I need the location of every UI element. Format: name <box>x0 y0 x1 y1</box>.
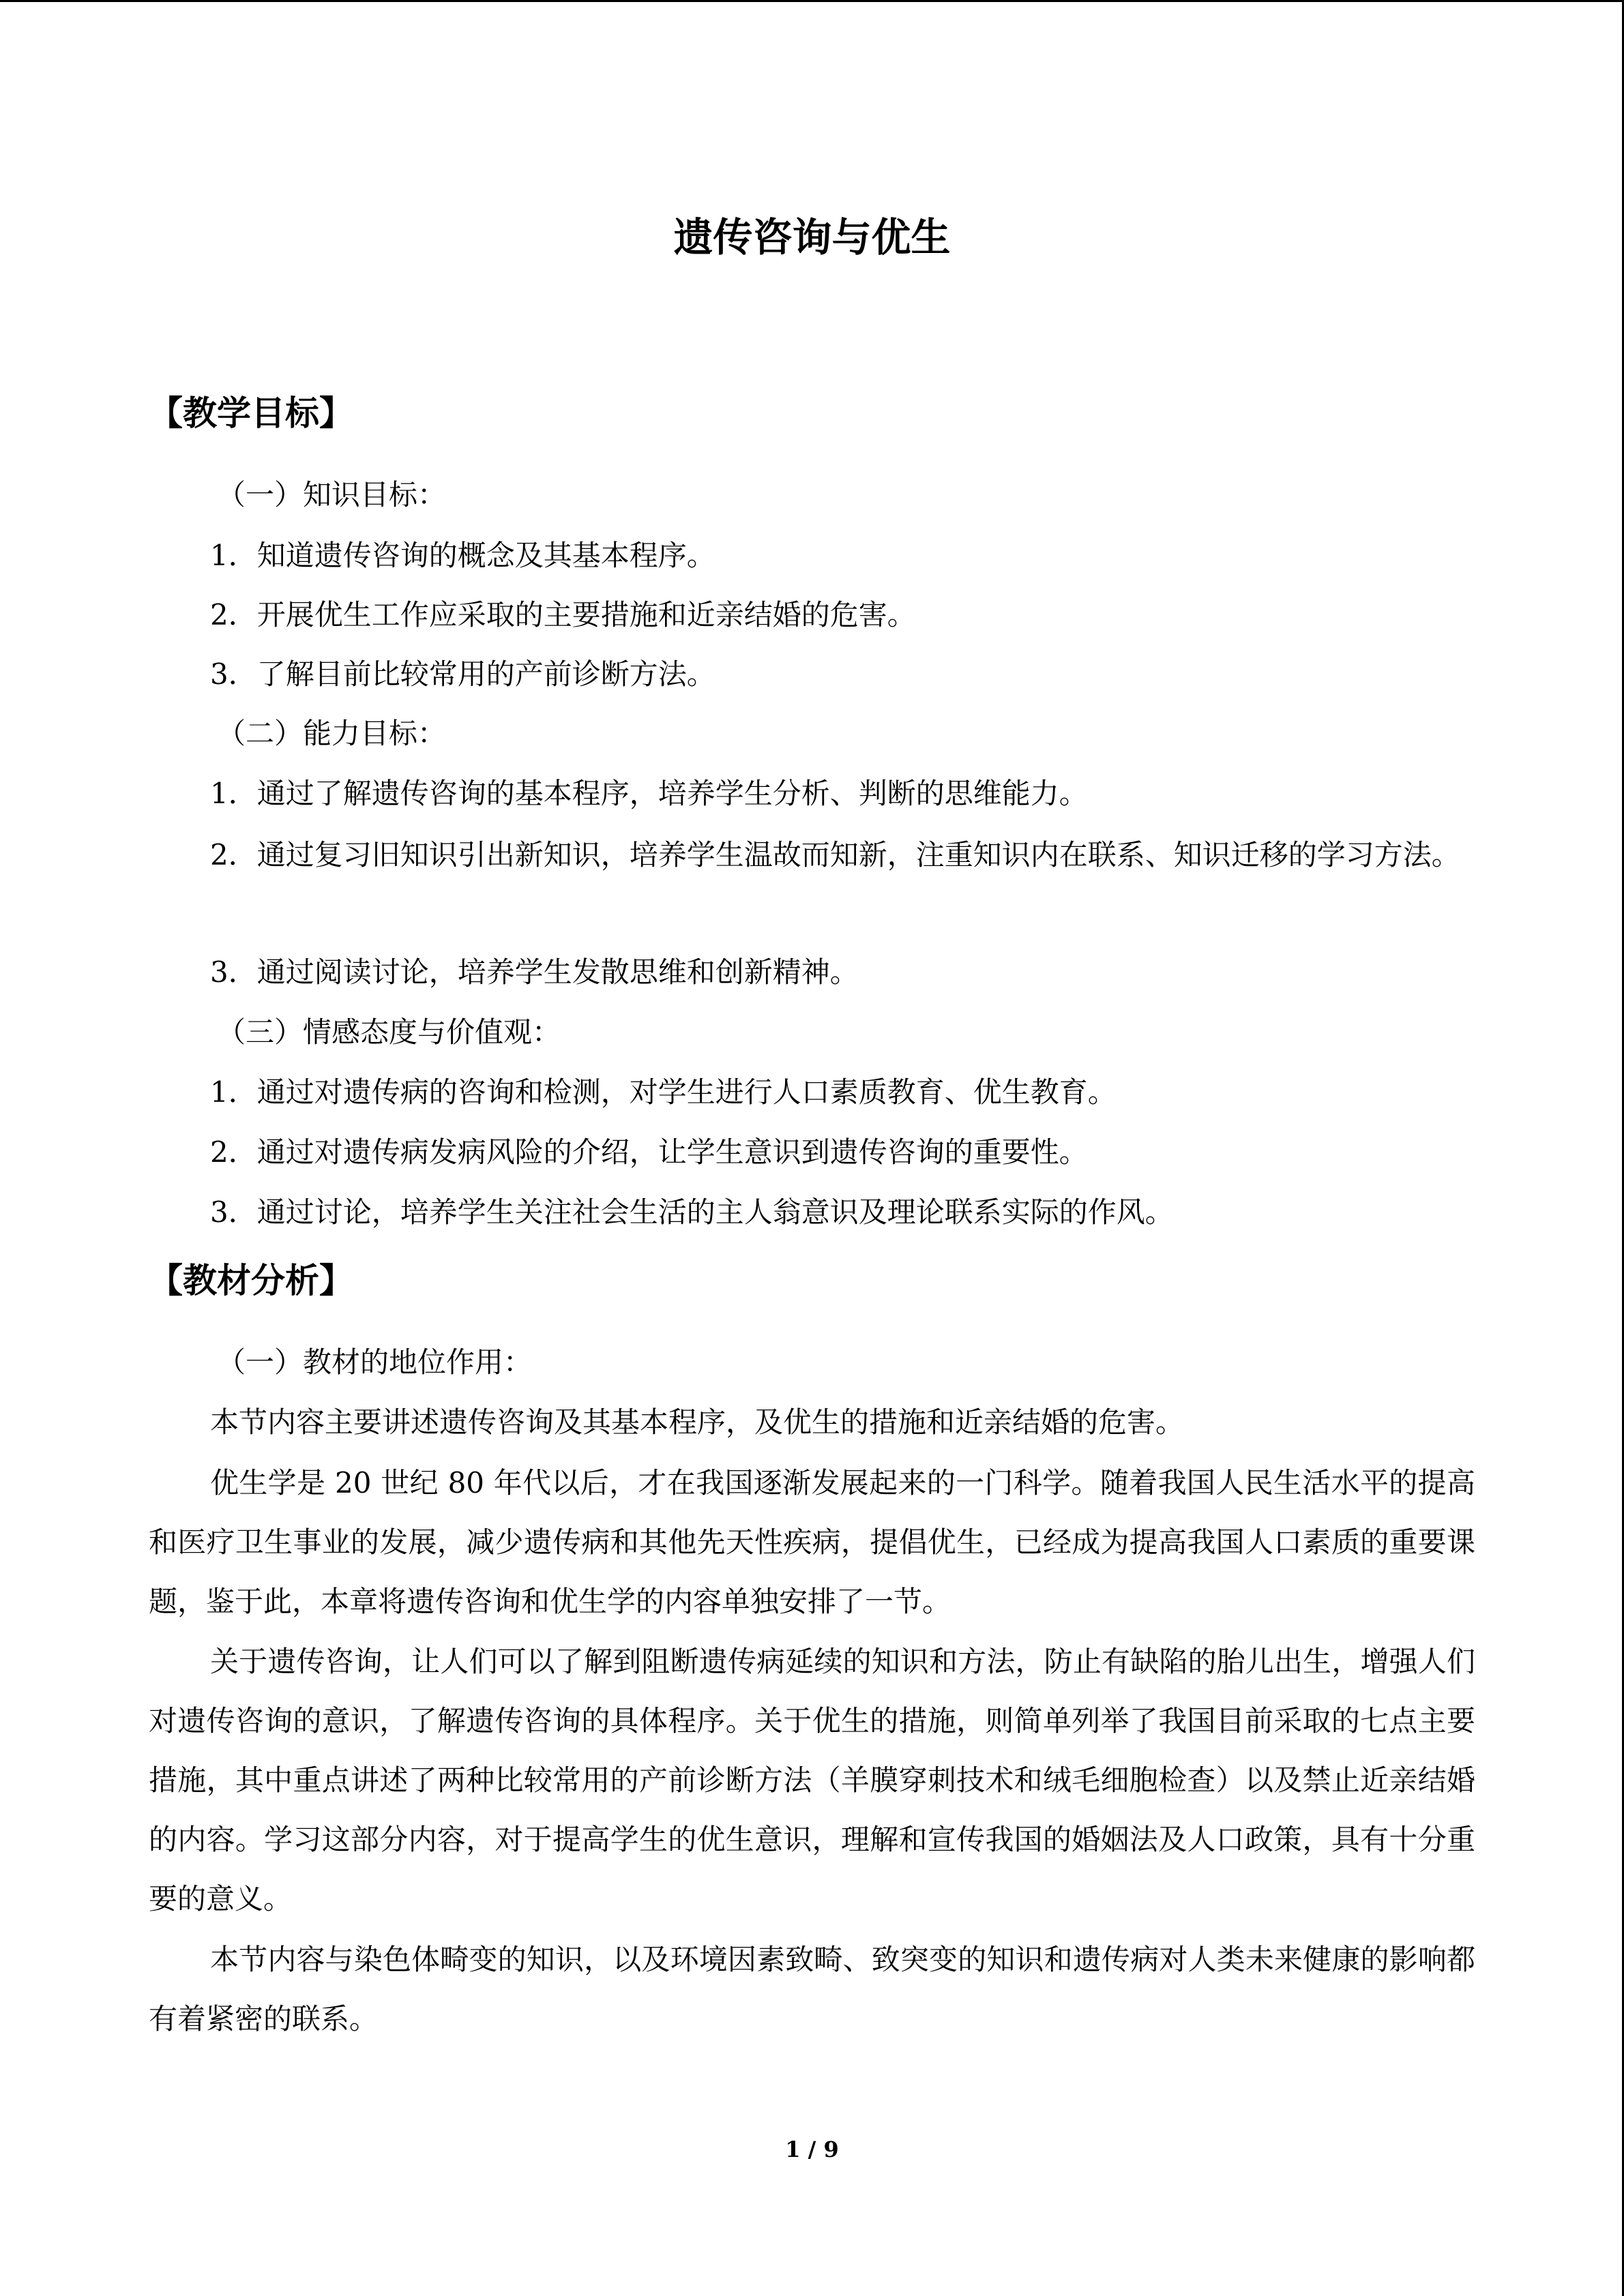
role-label: （一）教材的地位作用： <box>217 1345 533 1379</box>
page-number: 1 / 9 <box>785 2136 839 2162</box>
analysis-paragraph: 关于遗传咨询，让人们可以了解到阻断遗传病延续的知识和方法，防止有缺陷的胎儿出生，增强人们对遗传咨询的意识，了解遗传咨询的具体程序。关于优生的措施，则简单列举了我国目前采取的七点主要措施，其中重点讲述了两种比较常用的产前诊断方法（羊膜穿刺技术和绒毛细胞检查）以及禁止近亲结婚的内容。学习这部分内容，对于提高学生的优生意识，理解和宣传我国的婚姻法及人口政策，具有十分重要的意义。 <box>149 1645 1475 1915</box>
analysis-paragraph: 本节内容主要讲述遗传咨询及其基本程序，及优生的措施和近亲结婚的危害。 <box>210 1405 1185 1439</box>
emotion-goal-item: 2．通过对遗传病发病风险的介绍，让学生意识到遗传咨询的重要性。 <box>210 1135 1088 1169</box>
emotion-goal-item: 1．通过对遗传病的咨询和检测，对学生进行人口素质教育、优生教育。 <box>210 1075 1117 1109</box>
knowledge-goals-label: （一）知识目标： <box>217 478 447 511</box>
ability-goal-item: 2．通过复习旧知识引出新知识，培养学生温故而知新，注重知识内在联系、知识迁移的学习方法。 <box>210 838 1460 871</box>
knowledge-goal-item: 2．开展优生工作应采取的主要措施和近亲结婚的危害。 <box>210 598 916 631</box>
document-title: 遗传咨询与优生 <box>673 214 951 260</box>
ability-goal-item: 3．通过阅读讨论，培养学生发散思维和创新精神。 <box>210 955 859 989</box>
section-heading-objectives: 【教学目标】 <box>149 393 353 433</box>
ability-goals-label: （二）能力目标： <box>217 717 447 750</box>
knowledge-goal-item: 1．知道遗传咨询的概念及其基本程序。 <box>210 539 715 572</box>
analysis-paragraph: 优生学是 20 世纪 80 年代以后，才在我国逐渐发展起来的一门科学。随着我国人民生活水平的提高和医疗卫生事业的发展，减少遗传病和其他先天性疾病，提倡优生，已经成为提高我国人口素质的重要课题，鉴于此，本章将遗传咨询和优生学的内容单独安排了一节。 <box>149 1466 1475 1618</box>
ability-goal-item: 1．通过了解遗传咨询的基本程序，培养学生分析、判断的思维能力。 <box>210 777 1088 810</box>
knowledge-goal-item: 3．了解目前比较常用的产前诊断方法。 <box>210 657 715 691</box>
emotion-goals-label: （三）情感态度与价值观： <box>217 1015 561 1049</box>
document-page <box>149 0 1475 2296</box>
emotion-goal-item: 3．通过讨论，培养学生关注社会生活的主人翁意识及理论联系实际的作风。 <box>210 1195 1174 1229</box>
analysis-paragraph: 本节内容与染色体畸变的知识，以及环境因素致畸、致突变的知识和遗传病对人类未来健康的影响都有着紧密的联系。 <box>149 1943 1475 2036</box>
section-heading-analysis: 【教材分析】 <box>149 1261 353 1300</box>
